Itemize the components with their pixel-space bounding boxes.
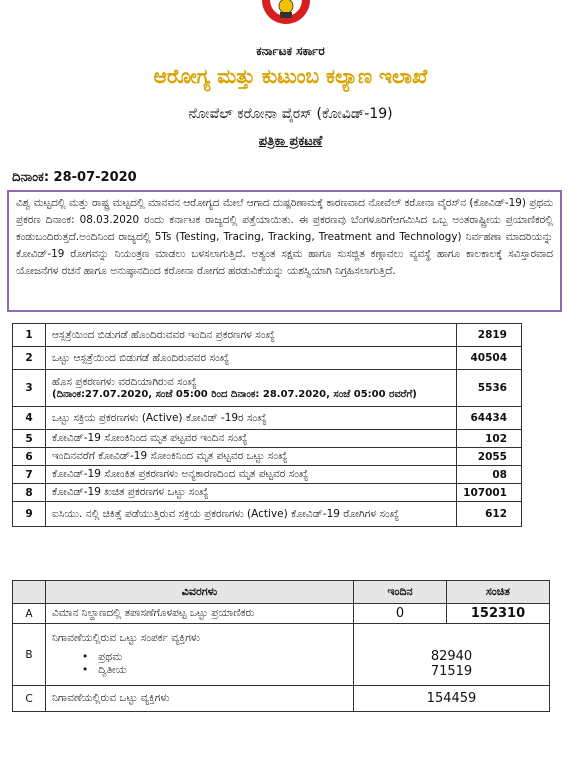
table-row [13, 370, 522, 407]
row-label: ಒಟ್ಟು ಸಕ್ರಿಯ ಪ್ರಕರಣಗಳು (Active) ಕೋವಿಡ್ -19ರ ಸಂಖ್ಯೆ [46, 407, 457, 430]
table-row [13, 466, 522, 484]
row-label: ಕೋವಿಡ್-19 ಸೋಂಕಿನಿಂದ ಮೃತ ಪಟ್ಟವರ ಇಂದಿನ ಸಂಖ್ಯೆ [46, 430, 457, 448]
row-description-cell [46, 624, 354, 686]
row-value: 5536 [457, 370, 522, 407]
row-today-value: 0 [354, 604, 447, 624]
row-label-cell [46, 370, 457, 407]
row-number: 9 [13, 502, 46, 527]
table-row [13, 407, 522, 430]
primary-value: 82940 [430, 648, 473, 664]
row-number: 8 [13, 484, 46, 502]
row-number: 7 [13, 466, 46, 484]
row-note: (ದಿನಾಂಕ:27.07.2020, ಸಂಜೆ 05:00 ರಿಂದ ದಿನಾಂಕ: 28.07.2020, ಸಂಜೆ 05:00 ರವರೆಗೆ) [52, 389, 417, 400]
row-description: ನಿಗಾವಣೆಯಲ್ಲಿರುವ ಒಟ್ಟು ವ್ಯಕ್ತಿಗಳು [46, 686, 354, 712]
covid-stats-table [12, 323, 522, 527]
row-label: ಇಂದಿನವರೆಗೆ ಕೋವಿಡ್-19 ಸೋಂಕಿನಿಂದ ಮೃತ ಪಟ್ಟವರ ಒಟ್ಟು ಸಂಖ್ಯೆ [46, 448, 457, 466]
row-b-values [354, 624, 550, 686]
details-header-row [13, 581, 550, 604]
row-number: 5 [13, 430, 46, 448]
row-description: ವಿಮಾನ ನಿಲ್ದಾಣದಲ್ಲಿ ತಪಾಸಣೆಗೊಳಪಟ್ಟ ಒಟ್ಟು ಪ್ರಯಾಣಿಕರು [46, 604, 354, 624]
row-label: B [13, 624, 46, 686]
row-c-value: 154459 [354, 686, 550, 712]
row-label: ಕೋವಿಡ್-19 ಖಚಿತ ಪ್ರಕರಣಗಳ ಒಟ್ಟು ಸಂಖ್ಯೆ [46, 484, 457, 502]
row-cumulative-value: 152310 [447, 604, 550, 624]
details-row-c [13, 686, 550, 712]
details-header-cumulative: ಸಂಚಿತ [447, 581, 550, 604]
primary-label: ಪ್ರಥಮ [98, 651, 123, 663]
bullet-secondary: • ದ್ವಿತೀಯ [82, 664, 127, 676]
details-header-description: ವಿವರಗಳು [46, 581, 354, 604]
row-label: ಆಸ್ಪತ್ರೆಯಿಂದ ಬಿಡುಗಡೆ ಹೊಂದಿರುವವರ ಇಂದಿನ ಪ್ರಕರಣಗಳ ಸಂಖ್ಯೆ [46, 324, 457, 347]
bullet-primary: • ಪ್ರಥಮ [82, 651, 123, 663]
row-label: ಐಸಿಯು. ನಲ್ಲಿ ಚಿಕಿತ್ಸೆ ಪಡೆಯುತ್ತಿರುವ ಸಕ್ರಿಯ ಪ್ರಕರಣಗಳು (Active) ಕೋವಿಡ್-19 ರೋಗಿಗಳ ಸಂಖ್ಯೆ [46, 502, 457, 527]
table-row [13, 347, 522, 370]
row-value: 612 [457, 502, 522, 527]
row-label: ಕೋವಿಡ್-19 ಸೋಂಕಿತ ಪ್ರಕರಣಗಳು ಅನ್ಯಕಾರಣದಿಂದ ಮೃತ ಪಟ್ಟವರ ಸಂಖ್ಯೆ [46, 466, 457, 484]
row-value: 107001 [457, 484, 522, 502]
row-value: 08 [457, 466, 522, 484]
row-value: 2819 [457, 324, 522, 347]
intro-paragraph: ವಿಶ್ವ ಮಟ್ಟದಲ್ಲಿ ಮತ್ತು ರಾಷ್ಟ್ರ ಮಟ್ಟದಲ್ಲಿ ಮಾನವನ ಆರೋಗ್ಯದ ಮೇಲೆ ಆಗಾದ ದುಷ್ಪರಿಣಾಮಕ್ಕೆ ಕಾರಣವಾದ ನೋವೆಲ್ ಕರೋನಾ ವೈರಸ್‌ನ (ಕೋವಿಡ್-19) ಪ್ರಥಮ ಪ್ರಕರಣ ದಿನಾಂಕ: 08.03.2020 ರಂದು ಕರ್ನಾಟಕ ರಾಜ್ಯದಲ್ಲಿ ಪತ್ತೆಯಾಯಿತು. ಈ ಪ್ರಕರಣವು ಬೆಂಗಳೂರಿಗೆಆಗಮಿಸಿದ ಒಬ್ಬ ಅಂತರಾಷ್ಟ್ರೀಯ ಪ್ರಯಾಣಿಕರಲ್ಲಿ ಕಂಡುಬಂದಿರುತ್ತದೆ.ಅಂದಿನಿಂದ ರಾಜ್ಯದಲ್ಲಿ 5Ts (Testing, Tracing, Tracking, Treatment and Technology) ನಿರ್ವಹಣಾ ಮಾದರಿಯನ್ನು ಕೋವಿಡ್-19 ರೋಗವನ್ನು ನಿಯಂತ್ರಣ ಮಾಡಲು ಬಳಸಲಾಗುತ್ತಿದೆ. ಅತ್ಯಂತ ಸಕ್ಷಮ ಹಾಗೂ ಸುಸಜ್ಜಿತ ಕಣ್ಗಾವಲು ವ್ಯವಸ್ಥೆ ಹಾಗೂ ಕಾಲಕಾಲಕ್ಕೆ ಸವಿಸ್ತಾರವಾದ ಯೋಜನೆಗಳ ರಚನೆ ಹಾಗೂ ಅನುಷ್ಠಾನದಿಂದ ಕರೋನಾ ರೋಗದ ಹರಡುವಿಕೆಯನ್ನು ಯಶಸ್ವಿಯಾಗಿ ನಿಗ್ರಹಿಸಲಾಗುತ್ತಿದೆ. [7, 190, 562, 312]
row-label: A [13, 604, 46, 624]
government-name: ಕರ್ನಾಟಕ ಸರ್ಕಾರ [256, 44, 325, 58]
row-label: ಒಟ್ಟು ಆಸ್ಪತ್ರೆಯಿಂದ ಬಿಡುಗಡೆ ಹೊಂದಿರುವವರ ಸಂಖ್ಯೆ [46, 347, 457, 370]
karnataka-emblem-logo [256, 0, 316, 42]
table-row [13, 324, 522, 347]
press-release-heading: ಪತ್ರಿಕಾ ಪ್ರಕಟಣೆ [258, 134, 323, 149]
row-number: 4 [13, 407, 46, 430]
row-number: 6 [13, 448, 46, 466]
row-label: C [13, 686, 46, 712]
details-row-b [13, 624, 550, 686]
release-date: ದಿನಾಂಕ: 28-07-2020 [12, 170, 137, 185]
row-number: 3 [13, 370, 46, 407]
document-subtitle: ನೋವೆಲ್ ಕರೋನಾ ವೈರಸ್ (ಕೋವಿಡ್-19) [188, 106, 393, 122]
table-row [13, 484, 522, 502]
row-number: 2 [13, 347, 46, 370]
details-header-today: ಇಂದಿನ [354, 581, 447, 604]
secondary-value: 71519 [430, 663, 473, 679]
row-number: 1 [13, 324, 46, 347]
row-value: 2055 [457, 448, 522, 466]
table-row [13, 502, 522, 527]
row-value: 40504 [457, 347, 522, 370]
details-row-a [13, 604, 550, 624]
table-row [13, 430, 522, 448]
details-header-blank [13, 581, 46, 604]
secondary-label: ದ್ವಿತೀಯ [98, 664, 127, 676]
row-value: 102 [457, 430, 522, 448]
row-description: ನಿಗಾವಣೆಯಲ್ಲಿರುವ ಒಟ್ಟು ಸಂಪರ್ಕ ವ್ಯಕ್ತಿಗಳು [52, 632, 200, 644]
row-label: ಹೊಸ ಪ್ರಕರಣಗಳು ವರದಿಯಾಗಿರುವ ಸಂಖ್ಯೆ [52, 376, 197, 388]
department-title: ಆರೋಗ್ಯ ಮತ್ತು ಕುಟುಂಬ ಕಲ್ಯಾಣ ಇಲಾಖೆ [153, 64, 428, 88]
table-row [13, 448, 522, 466]
row-value: 64434 [457, 407, 522, 430]
details-table [12, 580, 550, 712]
